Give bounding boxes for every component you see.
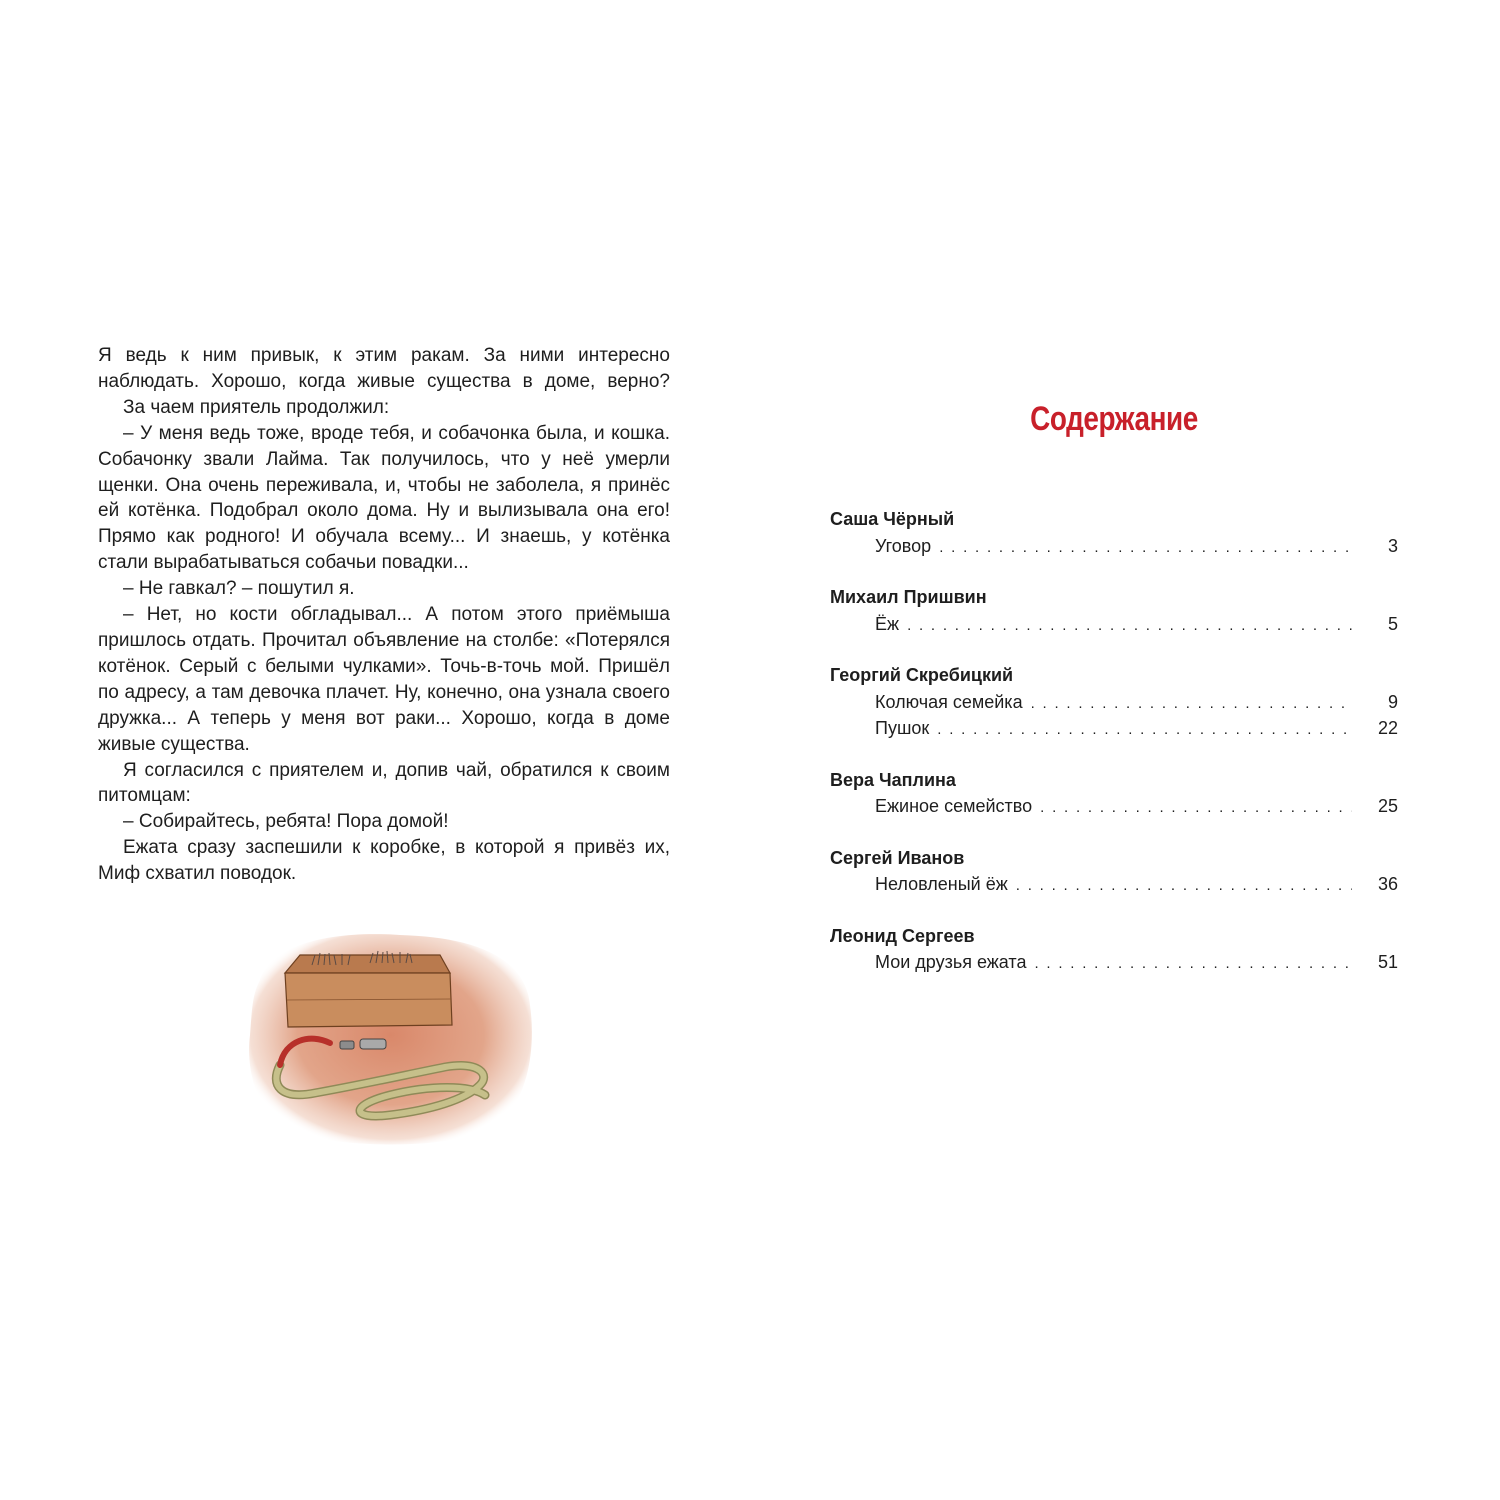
toc-leader-dots — [1040, 795, 1352, 822]
toc-entry-title: Уговор — [875, 535, 932, 556]
toc-entry-page: 5 — [1387, 613, 1398, 634]
toc-entry[interactable] — [830, 793, 1398, 820]
toc-entry-title: Ежиное семейство — [875, 796, 1033, 816]
toc-entry[interactable] — [830, 871, 1398, 898]
toc-leader-dots — [1016, 873, 1352, 900]
story-paragraph-4: – Не гавкал? – пошутил я. — [123, 578, 355, 600]
toc-group — [830, 507, 1398, 559]
box-and-leash-illustration — [240, 925, 540, 1150]
toc-entry-title: Мои друзья ежата — [875, 952, 1027, 972]
toc-entry[interactable] — [830, 611, 1398, 638]
toc-group — [830, 768, 1398, 820]
toc-author: Леонид Сергеев — [830, 925, 975, 946]
story-paragraph-6: Я согласился с приятелем и, допив чай, обратился к своим питомцам: — [98, 759, 670, 807]
story-paragraph-8: Ежата сразу заспешили к коробке, в которой я привёз их, Миф схватил поводок. — [98, 837, 670, 885]
toc-author: Вера Чаплина — [830, 769, 956, 790]
toc-author: Георгий Скребицкий — [830, 665, 1014, 685]
toc-leader-dots — [1031, 691, 1352, 718]
story-paragraph-2: За чаем приятель продолжил: — [123, 396, 390, 418]
toc-title: Содержание — [1030, 400, 1198, 438]
toc-entry-title: Пушок — [875, 718, 930, 738]
toc-entry-title: Неловленый ёж — [875, 874, 1008, 894]
toc-entry-page: 22 — [1377, 718, 1398, 738]
toc-group — [830, 585, 1398, 637]
toc-author: Саша Чёрный — [830, 509, 955, 529]
story-paragraph-5: – Нет, но кости обгладывал... А потом этого приёмыша пришлось отдать. Прочитал объявление на столбе: «Потерялся котёнок. Серый с белыми чулками». Точь-в-точь мой. Пришёл по адресу, а там девочка плачет. Ну, конечно, она узнала своего дружка... А теперь у меня вот раки... Хорошо, когда в доме живые существа. — [98, 604, 670, 755]
toc-leader-dots — [939, 535, 1352, 562]
toc-entry-title: Ёж — [875, 613, 900, 634]
toc-leader-dots — [937, 717, 1352, 744]
toc-entry[interactable] — [830, 715, 1398, 742]
toc-leader-dots — [1034, 951, 1352, 978]
toc-entry-page: 36 — [1377, 874, 1398, 894]
toc-entry[interactable] — [830, 949, 1398, 976]
toc-entry-page: 51 — [1377, 952, 1398, 972]
story-text — [98, 343, 670, 887]
toc-leader-dots — [907, 613, 1352, 640]
toc-group — [830, 663, 1398, 742]
toc-entry[interactable] — [830, 533, 1398, 560]
toc-entry-page: 25 — [1377, 796, 1398, 816]
story-paragraph-7: – Собирайтесь, ребята! Пора домой! — [123, 811, 449, 833]
toc-author: Сергей Иванов — [830, 847, 965, 868]
story-paragraph-3: – У меня ведь тоже, вроде тебя, и собачонка была, и кошка. Собачонку звали Лайма. Так получилось, что у неё умерли щенки. Она очень переживала, и, чтобы не заболела, я принёс ей котёнка. Подобрал около дома. Ну и вылизывала она его! Прямо как родного! И обучала всему... И знаешь, у котёнка стали вырабатываться собачьи повадки... — [98, 422, 670, 574]
toc-group — [830, 924, 1398, 976]
story-paragraph-1: Я ведь к ним привык, к этим ракам. За ними интересно наблюдать. Хорошо, когда живые существа в доме, верно? — [98, 345, 670, 392]
toc-entry[interactable] — [830, 689, 1398, 716]
toc-author: Михаил Пришвин — [830, 587, 987, 607]
toc-entry-page: 3 — [1387, 535, 1398, 556]
toc-group — [830, 846, 1398, 898]
toc-entry-page: 9 — [1387, 691, 1398, 712]
table-of-contents — [830, 507, 1398, 1002]
toc-entry-title: Колючая семейка — [875, 691, 1023, 712]
